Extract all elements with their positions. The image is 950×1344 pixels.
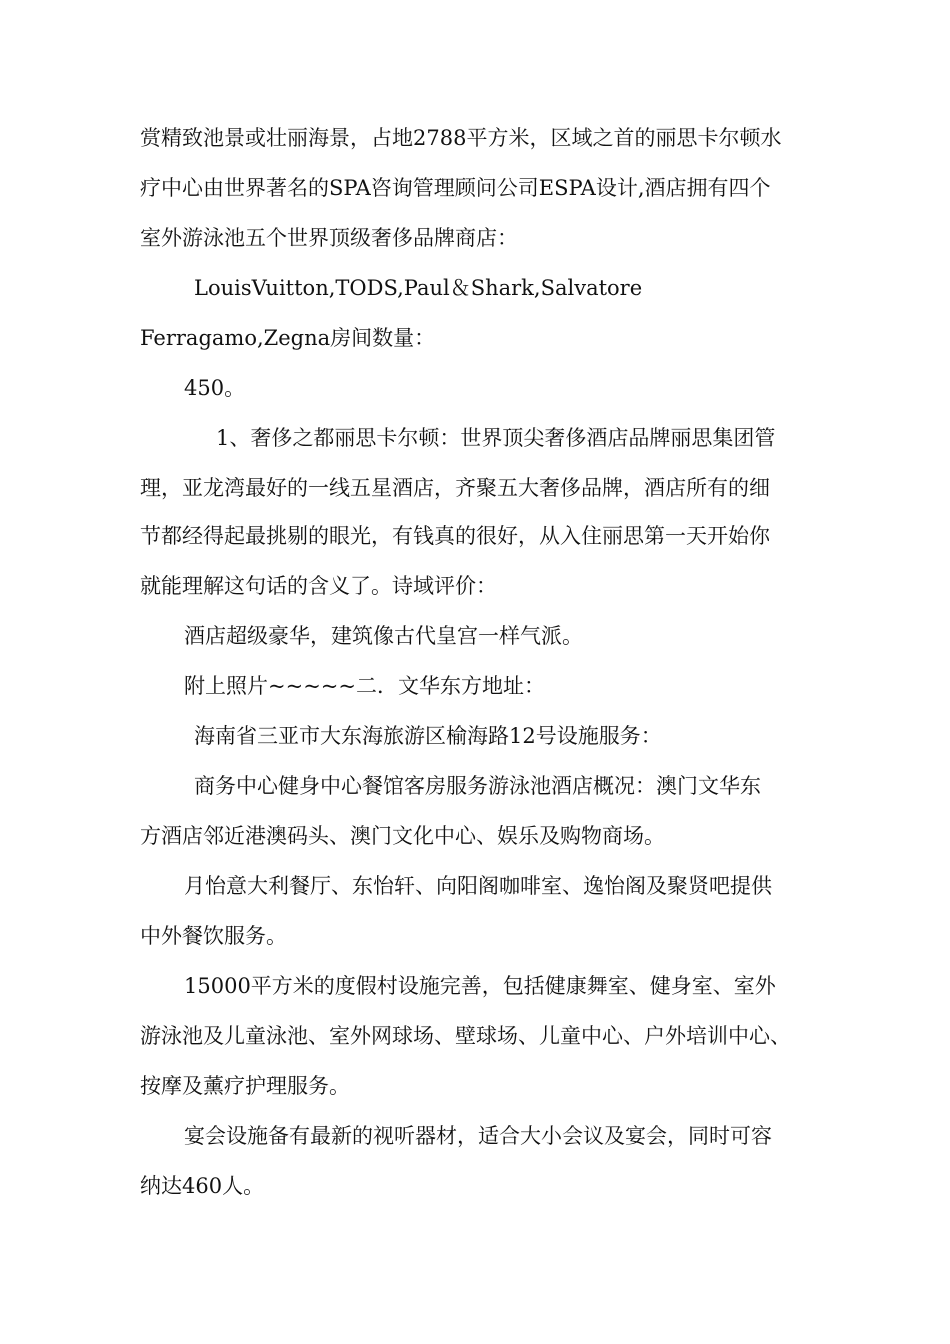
text-line-22: 纳达460人。 [140,1174,265,1198]
text-line-16: 月怡意大利餐厅、东怡轩、向阳阁咖啡室、逸怡阁及聚贤吧提供 [184,874,772,898]
text-line-2: 疗中心由世界著名的SPA咨询管理顾问公司ESPA设计,酒店拥有四个 [140,176,771,200]
text-line-13: 海南省三亚市大东海旅游区榆海路12号设施服务： [194,724,662,748]
text-line-1: 赏精致池景或壮丽海景，占地2788平方米，区域之首的丽思卡尔顿水 [140,126,782,150]
text-line-17: 中外餐饮服务。 [140,924,287,948]
text-line-10: 就能理解这句话的含义了。诗域评价： [140,574,497,598]
text-line-5: Ferragamo,Zegna房间数量： [140,326,436,350]
text-line-18: 15000平方米的度假村设施完善，包括健康舞室、健身室、室外 [184,974,776,998]
text-line-8: 理，亚龙湾最好的一线五星酒店，齐聚五大奢侈品牌，酒店所有的细 [140,476,770,500]
text-line-21: 宴会设施备有最新的视听器材，适合大小会议及宴会，同时可容 [184,1124,772,1148]
text-line-9: 节都经得起最挑剔的眼光，有钱真的很好，从入住丽思第一天开始你 [140,524,770,548]
text-line-4: LouisVuitton,TODS,Paul＆Shark,Salvatore [194,276,643,300]
text-line-11: 酒店超级豪华，建筑像古代皇宫一样气派。 [184,624,583,648]
text-line-19: 游泳池及儿童泳池、室外网球场、壁球场、儿童中心、户外培训中心、 [140,1024,791,1048]
text-line-3: 室外游泳池五个世界顶级奢侈品牌商店： [140,226,518,250]
text-line-15: 方酒店邻近港澳码头、澳门文化中心、娱乐及购物商场。 [140,824,665,848]
text-line-12: 附上照片~~~~~二．文华东方地址： [184,674,545,698]
text-line-14: 商务中心健身中心餐馆客房服务游泳池酒店概况：澳门文华东 [194,774,761,798]
text-line-7: 1、奢侈之都丽思卡尔顿：世界顶尖奢侈酒店品牌丽思集团管 [216,426,776,450]
text-line-20: 按摩及薰疗护理服务。 [140,1074,350,1098]
text-line-6: 450。 [184,376,246,400]
